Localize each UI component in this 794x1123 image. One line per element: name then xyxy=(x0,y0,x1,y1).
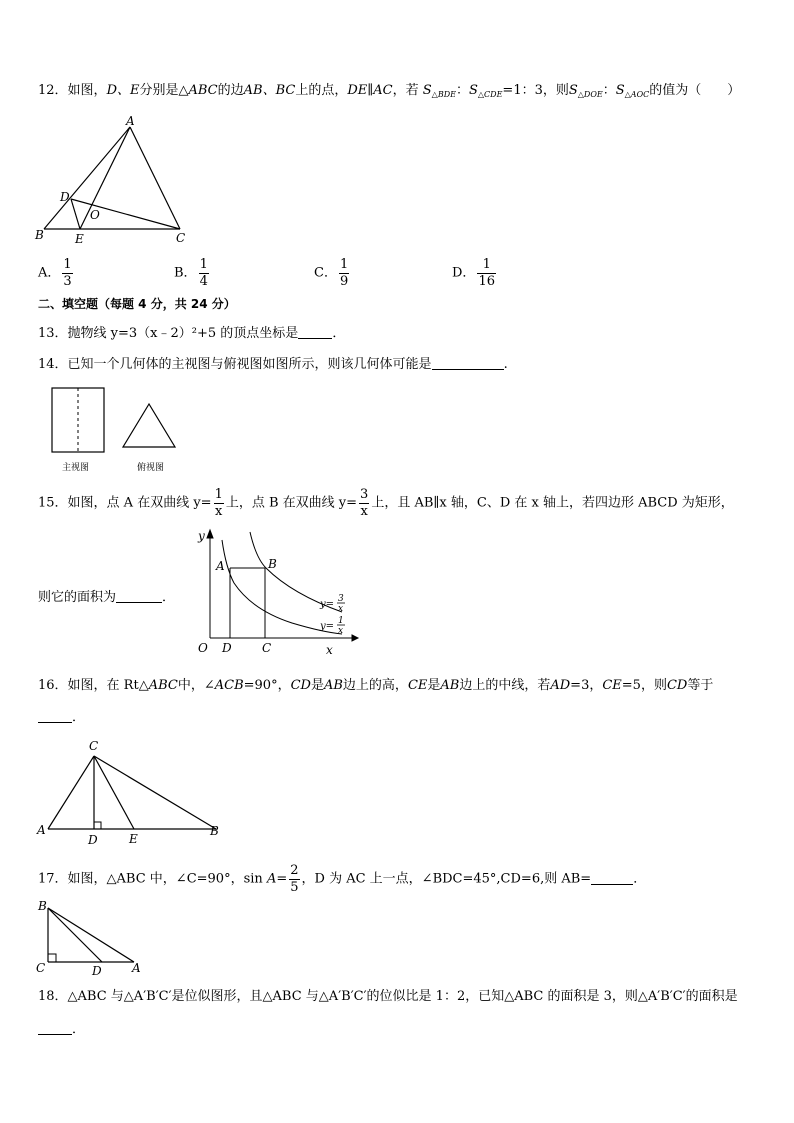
q16-answer-line: ． xyxy=(38,710,85,724)
q17-stem: 17．如图，△ABC 中，∠C=90°，sin A= $\frac{2}{5}$ ，D 为 AC 上一点，∠BDC=45°,CD=6,则 AB= ． xyxy=(38,863,647,895)
q18-answer-line: ． xyxy=(38,1022,85,1036)
q16-label-E: E xyxy=(129,832,138,846)
q17-label-D: D xyxy=(92,964,102,978)
q16-stem: 16．如图，在 Rt△ABC中，∠ACB=90°，CD是AB边上的高，CE是AB边上的中线，若AD=3，CE=5，则CD等于 xyxy=(38,678,714,693)
q15-label-y: y xyxy=(198,529,205,543)
q12-label-B: B xyxy=(35,228,44,242)
q16-label-A: A xyxy=(37,823,46,837)
q17-label-B: B xyxy=(38,899,47,913)
q17-label-C: C xyxy=(36,961,46,975)
q15-label-O: O xyxy=(198,641,208,655)
q16-label-B: B xyxy=(210,824,219,838)
q14-stem: 14．已知一个几何体的主视图与俯视图如图所示，则该几何体可能是 . xyxy=(38,357,508,372)
q15-curve3-den: x xyxy=(338,604,344,614)
q12-option-d[interactable]: D． $\frac{1}{16}$ xyxy=(452,257,495,289)
q12-label-C: C xyxy=(176,231,186,245)
q15-label-D: D xyxy=(222,641,232,655)
q12-stem: 12．如图，D、E分别是△ABC的边AB、BC上的点，DE∥AC，若 $S_{\triangle BDE}$：$S_{\triangle CDE}=1$：3，则$S_{\triangle DOE}$：$S_{\triangle AOC}$的值为（ ） xyxy=(38,83,741,99)
q13-answer-blank[interactable] xyxy=(298,326,332,339)
q17-label-A: A xyxy=(132,961,141,975)
q17-answer-blank[interactable] xyxy=(591,872,633,885)
q12-label-E: E xyxy=(75,232,84,246)
q15-label-x: x xyxy=(326,643,333,657)
section-heading: 二、填空题（每题 4 分，共 24 分） xyxy=(38,297,236,311)
q12-figure xyxy=(34,115,194,245)
q16-label-C: C xyxy=(89,739,99,753)
q16-figure xyxy=(36,736,226,846)
q15-label-B: B xyxy=(268,557,277,571)
q12-number: 12． xyxy=(38,83,68,98)
q15-figure xyxy=(192,528,362,658)
q15-stem-line2: 则它的面积为 ． xyxy=(38,590,176,605)
q12-label-A: A xyxy=(126,114,135,128)
q14-figure xyxy=(48,386,183,476)
q14-answer-blank[interactable] xyxy=(432,357,504,370)
q18-stem: 18．△ABC 与△A′B′C′是位似图形，且△ABC 与△A′B′C′的位似比是 1：2，已知△ABC 的面积是 3，则△A′B′C′的面积是 xyxy=(38,989,738,1004)
q15-label-A: A xyxy=(216,559,225,573)
top-view-caption: 俯视图 xyxy=(137,463,165,473)
q12-option-a[interactable]: A． $\frac{1}{3}$ xyxy=(38,257,72,289)
q15-curve1-num: 1 xyxy=(338,616,344,626)
q12-option-b[interactable]: B． $\frac{1}{4}$ xyxy=(174,257,208,289)
q15-stem-line1: 15．如图，点 A 在双曲线 y= $\frac{1}{x}$ 上，点 B 在双曲线 y= $\frac{3}{x}$ 上，且 AB∥x 轴，C、D 在 x 轴上，若四边形 ABCD 为矩形， xyxy=(38,487,734,519)
q15-curve1-den: x xyxy=(338,626,344,636)
front-view-caption: 主视图 xyxy=(62,463,90,473)
q12-option-c[interactable]: C． $\frac{1}{9}$ xyxy=(314,257,349,289)
q12-label-D: D xyxy=(60,190,70,204)
q12-label-O: O xyxy=(90,208,100,222)
q13-stem: 13．抛物线 y=3（x﹣2）²+5 的顶点坐标是 ． xyxy=(38,326,346,341)
q15-label-C: C xyxy=(262,641,272,655)
q16-label-D: D xyxy=(88,833,98,847)
top-view-triangle xyxy=(123,404,175,447)
q17-figure xyxy=(34,896,154,978)
q15-answer-blank[interactable] xyxy=(116,590,162,603)
q15-curve3-label: y= xyxy=(320,599,335,610)
q15-curve3-num: 3 xyxy=(338,594,344,604)
q15-curve1-label: y= xyxy=(320,621,335,632)
q16-answer-blank[interactable] xyxy=(38,710,72,723)
q18-answer-blank[interactable] xyxy=(38,1022,72,1035)
